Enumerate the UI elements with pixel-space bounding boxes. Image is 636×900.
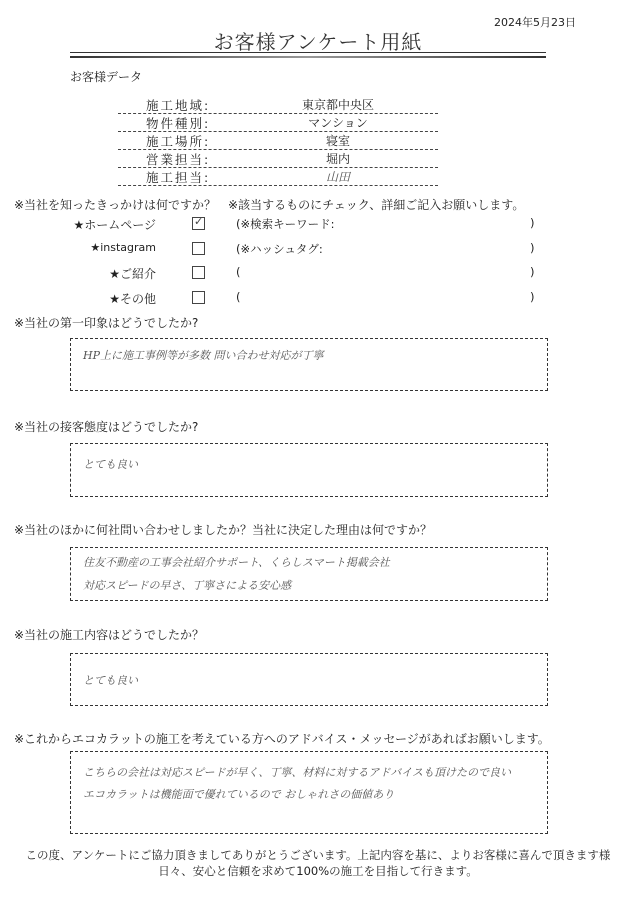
answer-text: こちらの会社は対応スピードが早く、丁寧、材料に対するアドバイスも頂けたので良い (83, 766, 512, 779)
option-detail-other: ( (236, 290, 241, 304)
info-row-sales-rep (118, 149, 438, 168)
info-row-location (118, 131, 438, 150)
question-advice: ※これからエコカラットの施工を考えている方へのアドバイス・メッセージがあればお願いします。 (14, 732, 550, 746)
answer-text: HP上に施工事例等が多数 問い合わせ対応が丁寧 (83, 349, 324, 362)
info-value: マンション (308, 116, 368, 130)
answer-box-customer-service[interactable] (70, 443, 548, 497)
info-row-property-type (118, 113, 438, 132)
answer-box-other-companies[interactable] (70, 547, 548, 601)
option-detail-homepage: (※検索キーワード: (236, 217, 335, 231)
answer-text: とても良い (83, 458, 138, 471)
answer-text: 対応スピードの早さ、丁寧さによる安心感 (83, 579, 292, 592)
check-icon: ✓ (194, 215, 204, 228)
option-close-paren: ) (530, 290, 535, 304)
question-first-impression: ※当社の第一印象はどうでしたか? (14, 316, 199, 330)
answer-text: とても良い (83, 674, 138, 687)
footer-message-1: この度、アンケートにご協力頂きましてありがとうございます。上記内容を基に、よりお客様に喜んで頂きます様 (25, 848, 611, 862)
answer-box-first-impression[interactable] (70, 338, 548, 391)
checkbox-instagram[interactable] (192, 242, 205, 255)
answer-box-construction-quality[interactable] (70, 653, 548, 706)
info-label: 施工地域: (146, 98, 211, 113)
question-source: ※当社を知ったきっかけは何ですか？ ※該当するものにチェック、詳細ご記入お願いします。 (14, 198, 525, 212)
option-label-referral: ★ご紹介 (109, 267, 156, 281)
info-row-installer (118, 167, 438, 186)
checkbox-homepage[interactable] (192, 217, 205, 230)
info-value: 東京都中央区 (301, 98, 374, 112)
option-detail-referral: ( (236, 265, 241, 279)
info-label: 施工担当: (146, 170, 211, 185)
info-label: 物件種別: (146, 116, 211, 131)
info-label: 営業担当: (146, 152, 211, 167)
footer-message-2: 日々、安心と信頼を求めて100%の施工を目指して行きます。 (158, 864, 478, 878)
answer-box-advice[interactable] (70, 751, 548, 834)
option-label-homepage: ★ホームページ (73, 218, 156, 232)
option-label-other: ★その他 (109, 292, 156, 306)
customer-data-heading: お客様データ (70, 70, 143, 84)
option-close-paren: ) (530, 216, 535, 230)
option-close-paren: ) (530, 265, 535, 279)
info-value: 堀内 (325, 152, 350, 166)
question-other-companies: ※当社のほかに何社問い合わせしましたか？当社に決定した理由は何ですか？ (14, 523, 433, 537)
survey-date: 2024年5月23日 (494, 16, 576, 29)
page-title: お客様アンケート用紙 (213, 30, 423, 54)
info-value: 寝室 (325, 134, 350, 148)
answer-text: 住友不動産の工事会社紹介サポート、くらしスマート掲載会社 (83, 556, 390, 569)
info-row-area (118, 95, 438, 114)
question-construction-quality: ※当社の施工内容はどうでしたか？ (14, 628, 205, 642)
option-close-paren: ) (530, 241, 535, 255)
option-label-instagram: ★instagram (90, 241, 156, 254)
option-detail-instagram: (※ハッシュタグ: (236, 242, 323, 256)
info-label: 施工場所: (146, 134, 211, 149)
answer-text: エコカラットは機能面で優れているので おしゃれさの価値あり (83, 788, 395, 801)
question-customer-service: ※当社の接客態度はどうでしたか? (14, 420, 199, 434)
title-rule-gradient (70, 56, 546, 58)
info-value-handwritten: 山田 (325, 170, 350, 184)
checkbox-other[interactable] (192, 291, 205, 304)
title-rule (70, 52, 546, 53)
checkbox-referral[interactable] (192, 266, 205, 279)
